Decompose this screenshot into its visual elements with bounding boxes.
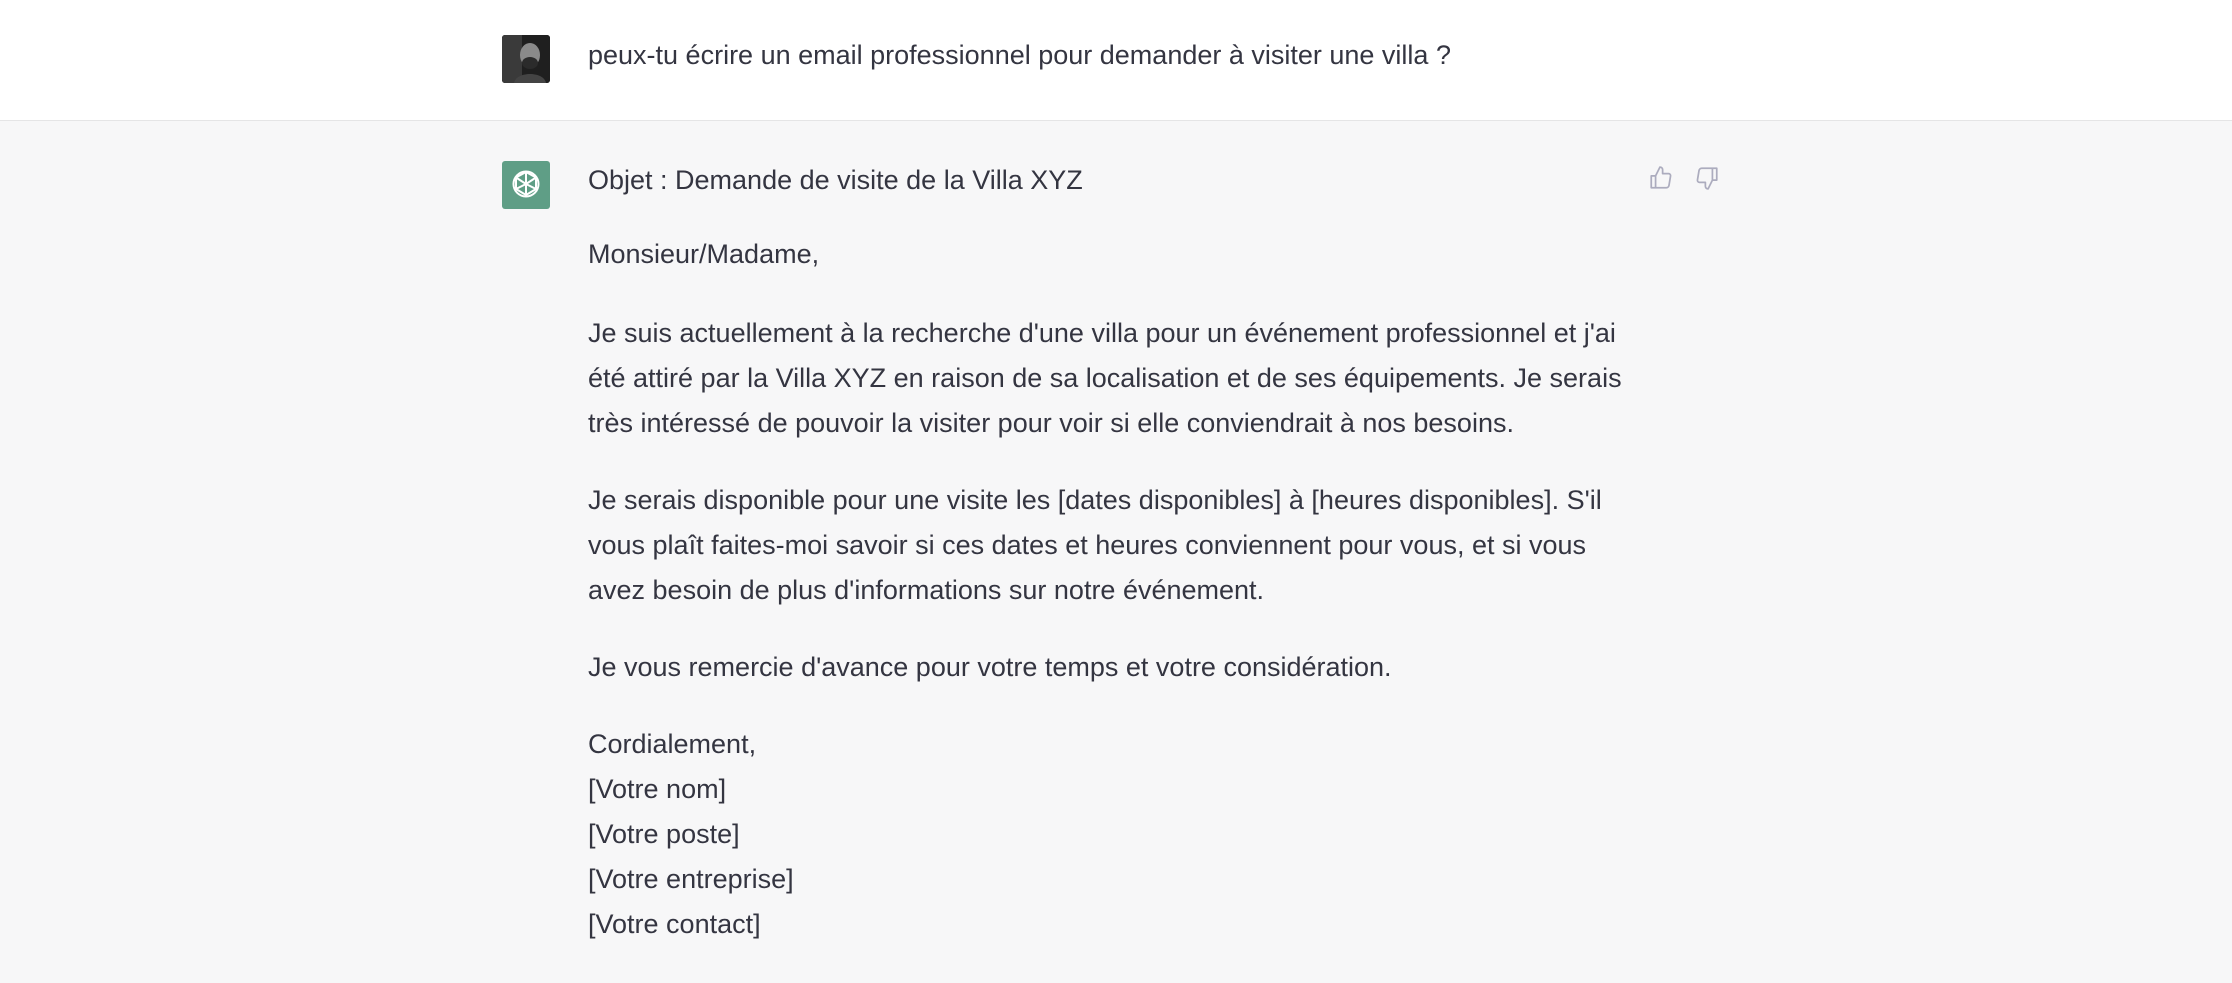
thumbs-down-icon: [1694, 165, 1720, 191]
email-signature: [588, 722, 1648, 947]
email-paragraph: Je vous remercie d'avance pour votre temps et votre considération.: [588, 652, 1392, 682]
assistant-message-content: [588, 163, 1648, 947]
assistant-avatar: [502, 161, 550, 209]
email-greeting: Monsieur/Madame,: [588, 239, 820, 269]
assistant-message-row: [0, 121, 2232, 983]
user-message-row: [0, 0, 2232, 121]
thumbs-down-button[interactable]: [1692, 163, 1722, 193]
thumbs-up-icon: [1648, 165, 1674, 191]
signature-line: Cordialement,: [588, 729, 757, 759]
thumbs-up-button[interactable]: [1646, 163, 1676, 193]
user-message-text: peux-tu écrire un email professionnel pour demander à visiter une villa ?: [588, 40, 1451, 70]
email-paragraph: Je suis actuellement à la recherche d'une villa pour un événement professionnel et j'ai été attiré par la Villa XYZ en raison de sa localisation et de ses équipements. Je serais très intéressé de pouvoir la visiter pour voir si elle conviendrait à nos besoins.: [588, 318, 1622, 438]
email-subject: Objet : Demande de visite de la Villa XYZ: [588, 165, 1083, 195]
openai-logo-icon: [509, 168, 543, 202]
signature-line: [Votre entreprise]: [588, 864, 794, 894]
user-photo-avatar-icon: [502, 35, 550, 83]
email-paragraph: Je serais disponible pour une visite les [dates disponibles] à [heures disponibles]. S'il vous plaît faites-moi savoir si ces dates et heures conviennent pour vous, et si vous avez besoin de plus d'informations sur notre événement.: [588, 485, 1602, 605]
feedback-buttons: [1646, 163, 1722, 193]
signature-line: [Votre contact]: [588, 909, 761, 939]
user-avatar: [502, 35, 550, 83]
signature-line: [Votre poste]: [588, 819, 740, 849]
signature-line: [Votre nom]: [588, 774, 727, 804]
